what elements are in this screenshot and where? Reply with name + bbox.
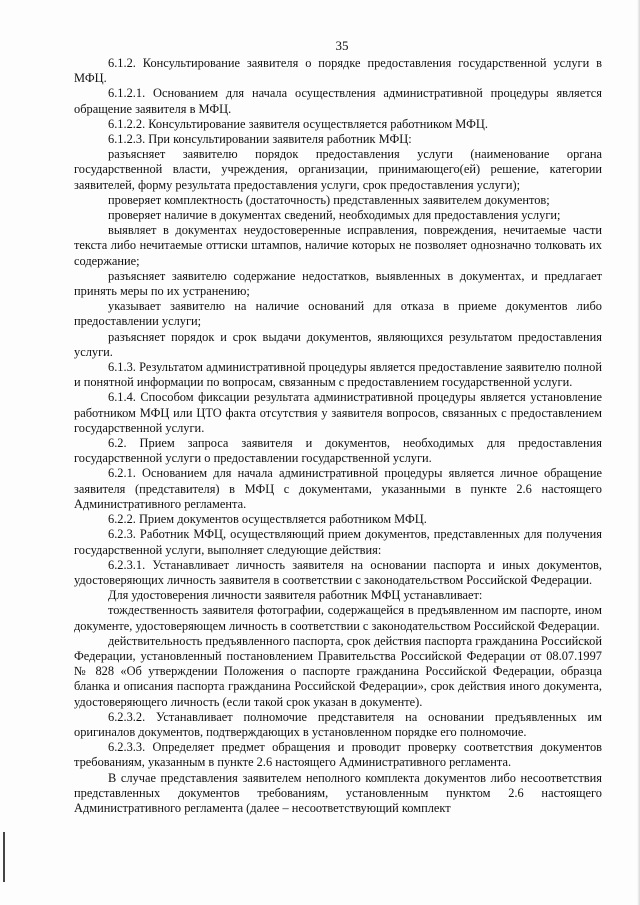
paragraph: 6.1.2.1. Основанием для начала осуществления административной процедуры является обращение заявителя в МФЦ.	[74, 86, 602, 116]
paragraph: тождественность заявителя фотографии, содержащейся в предъявленном им паспорте, ином документе, удостоверяющем личность в соответствии с законодательством Российской Федерации.	[74, 603, 602, 633]
paragraph: 6.1.2.3. При консультировании заявителя работник МФЦ:	[108, 132, 412, 147]
paragraph: 6.2.3.3. Определяет предмет обращения и проводит проверку соответствия документов требованиям, указанным в пункте 2.6 настоящего Административного регламента.	[74, 740, 602, 770]
paragraph: разъясняет порядок и срок выдачи документов, являющихся результатом предоставления услуги.	[74, 329, 602, 359]
paragraph: 6.2.3. Работник МФЦ, осуществляющий прием документов, представленных для получения государственной услуги, выполняет следующие действия:	[74, 527, 602, 557]
paragraph: В случае представления заявителем неполного комплекта документов либо несоответствия представленных документов требованиям, установленным пунктом 2.6 настоящего Административного регламента (далее – несоответствующий комплект	[74, 770, 602, 815]
paragraph: 6.1.2.2. Консультирование заявителя осуществляется работником МФЦ.	[108, 116, 488, 131]
paragraph: разъясняет заявителю содержание недостатков, выявленных в документах, и предлагает принять меры по их устранению;	[74, 268, 602, 299]
paragraph: указывает заявителю на наличие оснований для отказа в приеме документов либо предоставлении услуги;	[74, 299, 602, 329]
paragraph: Для удостоверения личности заявителя работник МФЦ устанавливает:	[108, 588, 483, 603]
paragraph: 6.1.4. Способом фиксации результата административной процедуры является установление работником МФЦ или ЦТО факта отсутствия у заявителя вопросов, связанных с предоставлением государственной услуги.	[74, 390, 602, 435]
paragraph: 6.1.2. Консультирование заявителя о порядке предоставления государственной услуги в МФЦ.	[74, 56, 602, 86]
paragraph: проверяет комплектность (достаточность) представленных заявителем документов;	[108, 192, 550, 207]
scan-binding-mark	[3, 832, 5, 882]
paragraph: 6.2. Прием запроса заявителя и документов, необходимых для предоставления государственной услуги о предоставлении государственной услуги.	[74, 436, 602, 466]
paragraph: разъясняет заявителю порядок предоставления услуги (наименование органа государственной власти, учреждения, организации, принимающего(ей) решение, категории заявителей, форму результата предоставления услуги, срок предоставления услуги);	[74, 147, 602, 192]
paragraph: 6.2.1. Основанием для начала административной процедуры является личное обращение заявителя (представителя) в МФЦ с документами, указанными в пункте 2.6 настоящего Административного регламента.	[74, 466, 602, 511]
paragraph: проверяет наличие в документах сведений, необходимых для предоставления услуги;	[108, 208, 561, 223]
page-number: 35	[335, 38, 349, 53]
paragraph: выявляет в документах неудостоверенные исправления, повреждения, нечитаемые части текста либо нечитаемые оттиски штампов, наличие которых не позволяет однозначно толковать их содержание;	[74, 223, 602, 268]
paragraph: 6.2.3.2. Устанавливает полномочие представителя на основании предъявленных им оригиналов документов, подтверждающих в установленном порядке его полномочие.	[74, 709, 602, 739]
paragraph: 6.2.3.1. Устанавливает личность заявителя на основании паспорта и иных документов, удостоверяющих личность заявителя в соответствии с законодательством Российской Федерации.	[74, 557, 602, 587]
paragraph: действительность предъявленного паспорта, срок действия паспорта гражданина Российской Федерации, установленный постановлением Правительства Российской Федерации от 08.07.1997 № 828 «Об утверждении Положения о паспорте гражданина Российской Федерации, образца бланка и описания паспорта гражданина Российской Федерации», срок действия иного документа, удостоверяющего личность (если такой срок указан в документе).	[74, 633, 602, 709]
paragraph: 6.1.3. Результатом административной процедуры является предоставление заявителю полной и понятной информации по вопросам, связанным с предоставлением государственной услуги.	[74, 360, 602, 390]
paragraph: 6.2.2. Прием документов осуществляется работником МФЦ.	[108, 512, 427, 527]
